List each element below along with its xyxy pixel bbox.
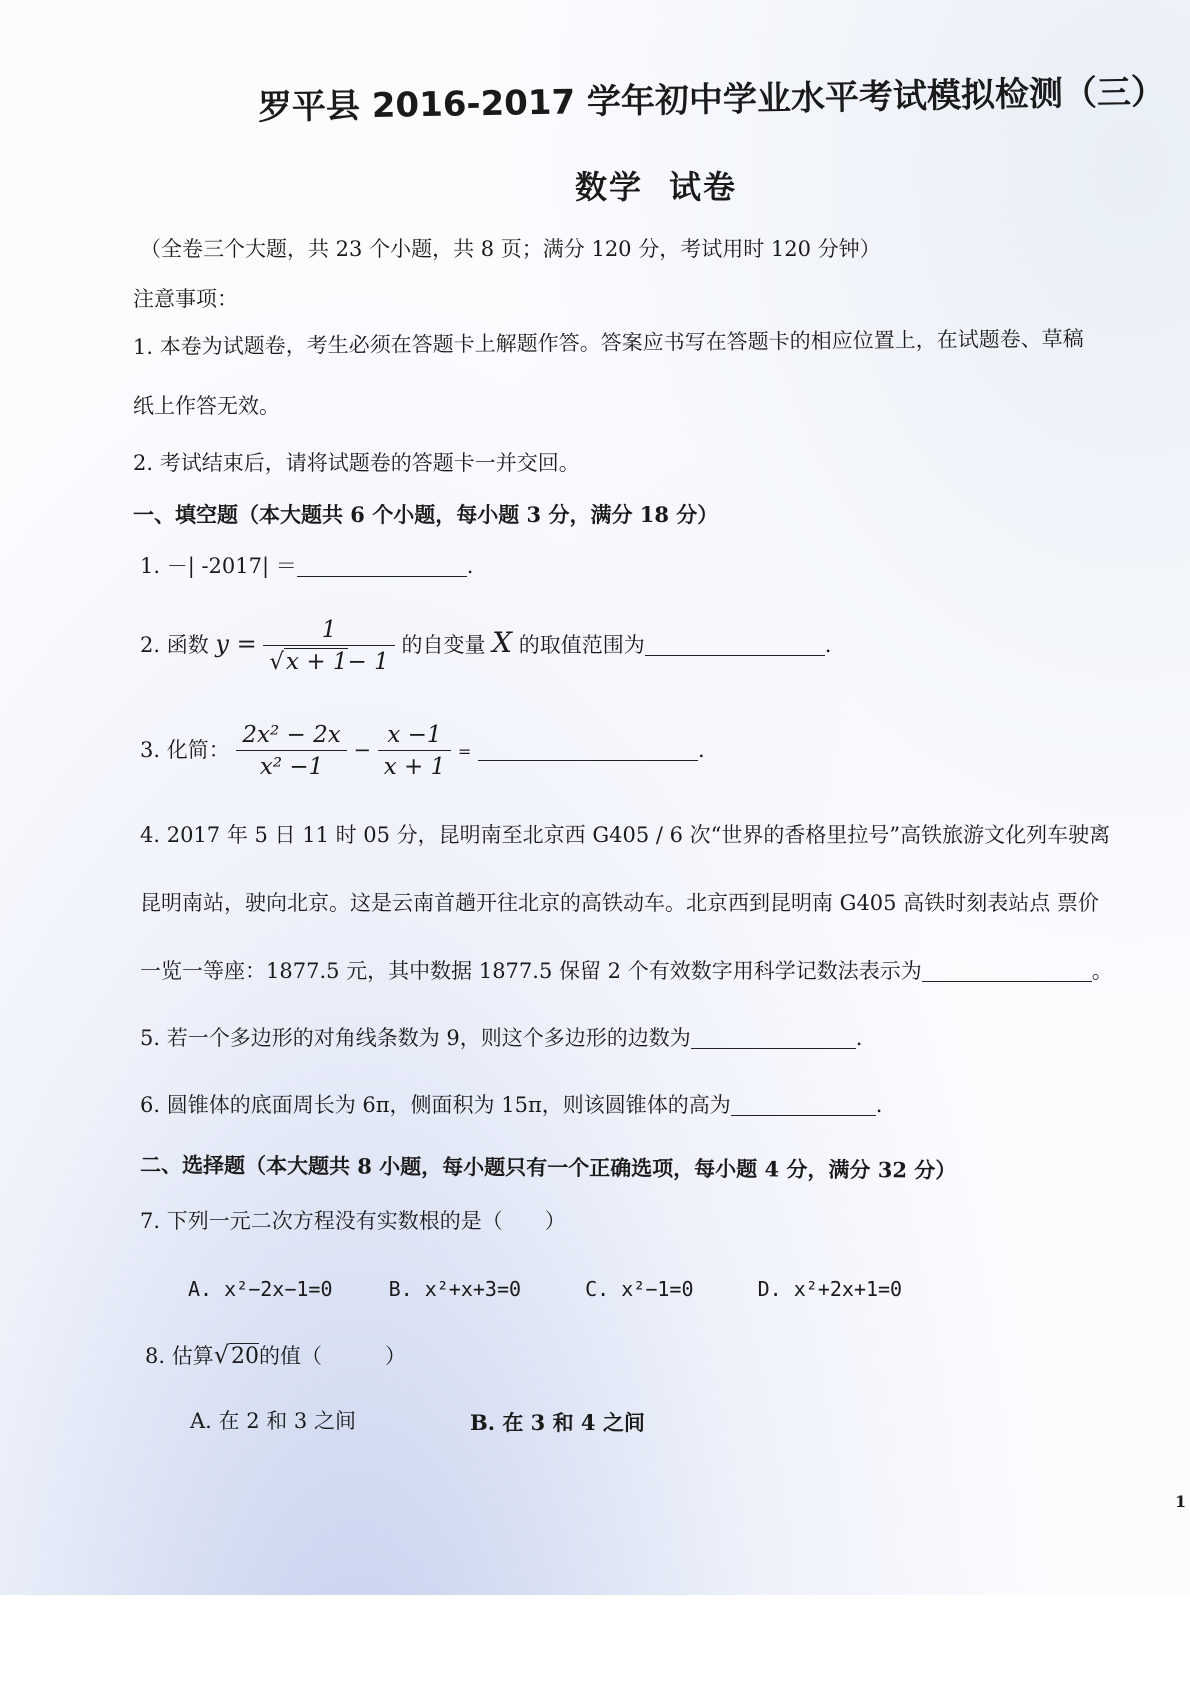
question-5	[140, 1025, 862, 1051]
exam-info: （全卷三个大题，共 23 个小题，共 8 页；满分 120 分，考试用时 120 分钟）	[140, 237, 881, 261]
exam-subtitle	[575, 168, 737, 206]
q5-text: 5. 若一个多边形的对角线条数为 9，则这个多边形的边数为	[140, 1026, 691, 1050]
question-1	[140, 553, 473, 579]
q3-answer-blank	[478, 738, 698, 761]
q4-line-3-text: 一览一等座：1877.5 元，其中数据 1877.5 保留 2 个有效数字用科学记数法表示为	[140, 959, 922, 983]
q2-suffix: .	[824, 633, 832, 657]
q1-answer-blank	[297, 554, 467, 577]
q4-answer-blank	[922, 959, 1092, 982]
q3-prefix: 3. 化简：	[140, 738, 230, 762]
note-2: 2. 考试结束后，请将试题卷的答题卡一并交回。	[133, 451, 580, 475]
exam-title: 罗平县 2016-2017 学年初中学业水平考试模拟检测（三）	[257, 72, 1166, 128]
subject-label: 数学	[575, 168, 644, 206]
section-2-heading: 二、选择题（本大题共 8 小题，每小题只有一个正确选项，每小题 4 分，满分 32 分）	[139, 1152, 957, 1183]
question-3	[140, 715, 705, 787]
q8-option-b: B. 在 3 和 4 之间	[470, 1410, 645, 1435]
q5-suffix: .	[855, 1026, 863, 1050]
question-7-options	[188, 1276, 902, 1302]
question-2	[140, 608, 831, 680]
q1-text: 1. －| -2017| ＝	[140, 554, 297, 578]
question-4-line-3	[140, 958, 1113, 984]
q2-denominator: √x + 1− 1	[269, 649, 389, 675]
q8-option-a: A. 在 2 和 3 之间	[190, 1409, 356, 1433]
q2-answer-blank	[645, 633, 825, 656]
q1-suffix: .	[466, 554, 474, 578]
question-4-line-1: 4. 2017 年 5 日 11 时 05 分，昆明南至北京西 G405 / 6 次“世界的香格里拉号”高铁旅游文化列车驶离	[140, 823, 1111, 847]
q6-text: 6. 圆锥体的底面周长为 6π，侧面积为 15π，则该圆锥体的高为	[140, 1093, 731, 1117]
q3-denominator-1: x² −1	[259, 754, 324, 780]
q3-fraction-1	[236, 720, 346, 783]
q2-variable: X	[492, 626, 513, 659]
q6-answer-blank	[731, 1093, 876, 1116]
q7-option-b: B. x²+x+3=0	[388, 1277, 522, 1301]
question-6	[140, 1092, 882, 1118]
q7-option-a: A. x²−2x−1=0	[188, 1277, 333, 1301]
note-1-line-1: 1. 本卷为试题卷，考生必须在答题卡上解题作答。答案应书写在答题卡的相应位置上，在试题卷、草稿	[132, 326, 1084, 359]
q3-suffix: .	[698, 738, 705, 762]
q4-suffix: 。	[1091, 959, 1113, 983]
notes-heading: 注意事项：	[133, 287, 238, 311]
q3-fraction-2	[378, 720, 452, 783]
q3-operator: −	[353, 738, 372, 762]
q3-numerator-1: 2x² − 2x	[236, 720, 346, 751]
q8-prefix: 8. 估算	[145, 1344, 214, 1368]
question-8-stem: 8. 估算√20的值（ ）	[145, 1341, 407, 1369]
q2-tail: 的取值范围为	[518, 633, 645, 657]
q2-func: y =	[215, 630, 257, 658]
q2-numerator: 1	[263, 615, 394, 646]
q3-numerator-2: x −1	[378, 720, 452, 751]
q2-fraction	[263, 615, 394, 678]
section-1-heading: 一、填空题（本大题共 6 个小题，每小题 3 分，满分 18 分）	[133, 502, 719, 527]
q5-answer-blank	[691, 1026, 856, 1049]
q2-middle: 的自变量	[401, 633, 486, 657]
q3-denominator-2: x + 1	[383, 754, 446, 780]
q2-radicand: x + 1	[286, 649, 348, 675]
q6-suffix: .	[875, 1093, 883, 1117]
scan-margin	[0, 1595, 1190, 1684]
q7-option-d: D. x²+2x+1=0	[757, 1277, 903, 1301]
paper-label: 试卷	[669, 168, 738, 206]
q8-suffix: 的值（ ）	[259, 1344, 407, 1368]
q2-minus-one: − 1	[347, 649, 389, 675]
note-1-line-2: 纸上作答无效。	[133, 394, 280, 418]
q2-prefix: 2. 函数	[140, 633, 209, 657]
q8-radicand: 20	[231, 1344, 260, 1369]
q7-option-c: C. x²−1=0	[585, 1277, 694, 1301]
q3-equals: =	[457, 742, 472, 761]
page-number: 1	[1175, 1492, 1187, 1511]
question-7-stem: 7. 下列一元二次方程没有实数根的是（ ）	[140, 1209, 566, 1233]
question-4-line-2: 昆明南站，驶向北京。这是云南首趟开往北京的高铁动车。北京西到昆明南 G405 高铁时刻表站点 票价	[140, 891, 1099, 915]
